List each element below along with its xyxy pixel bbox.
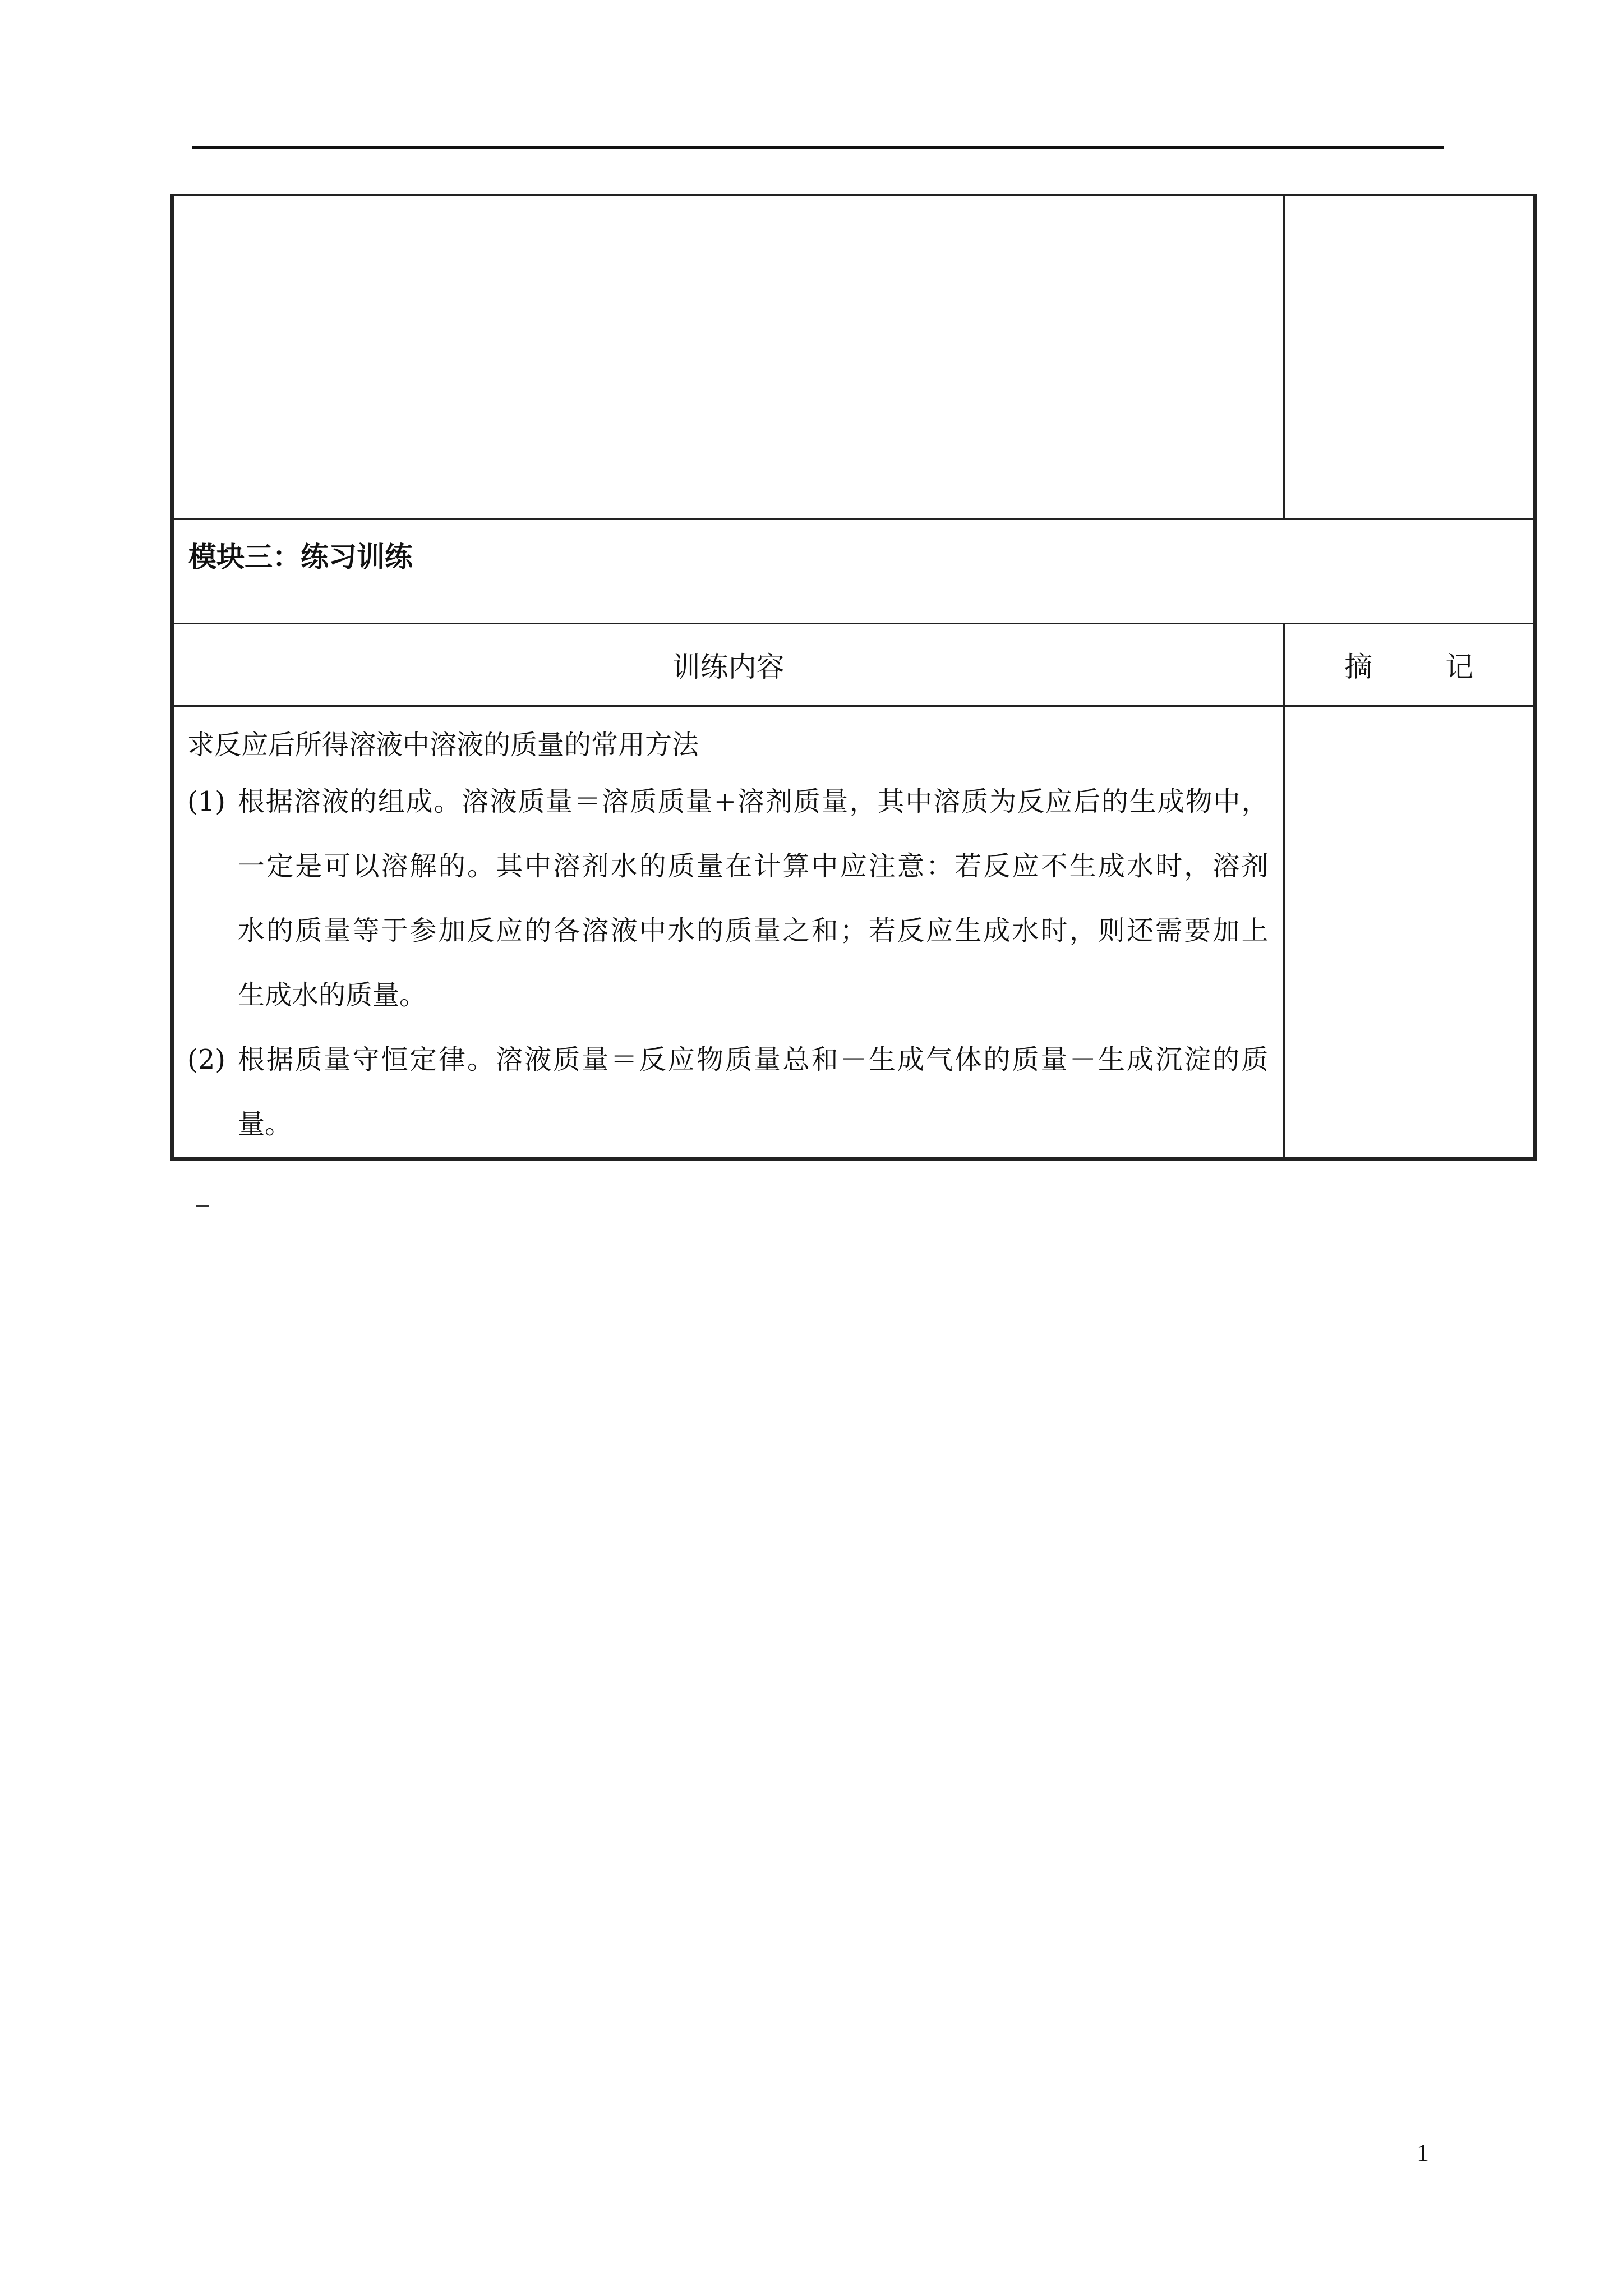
table-header-row xyxy=(172,623,1535,706)
blank-content-cell xyxy=(172,195,1284,519)
content-header-cell xyxy=(172,623,1284,706)
list-item xyxy=(187,770,1269,1028)
item-line: 根据质量守恒定律。溶液质量＝反应物质量总和－生成气体的质量－生成沉淀的质 xyxy=(238,1043,1269,1075)
section-cell xyxy=(172,519,1535,623)
item-number: (1) xyxy=(187,785,225,817)
note-header-label-1: 摘 xyxy=(1344,650,1373,683)
content-header-label: 训练内容 xyxy=(672,650,785,683)
content-row xyxy=(172,706,1535,1158)
worksheet-table xyxy=(170,194,1537,1161)
note-cell xyxy=(1284,706,1535,1158)
note-header-cell xyxy=(1284,623,1535,706)
item-line: 生成水的质量。 xyxy=(238,979,427,1011)
note-header-label-2: 记 xyxy=(1445,650,1474,683)
page-number: 1 xyxy=(1417,2139,1429,2166)
section-row xyxy=(172,519,1535,623)
section-title: 模块三：练习训练 xyxy=(188,540,413,573)
item-number: (2) xyxy=(187,1043,225,1075)
list-item xyxy=(187,1028,1269,1157)
item-line: 水的质量等于参加反应的各溶液中水的质量之和；若反应生成水时，则还需要加上 xyxy=(238,914,1269,946)
item-line: 一定是可以溶解的。其中溶剂水的质量在计算中应注意：若反应不生成水时，溶剂 xyxy=(238,850,1269,882)
footer-dash xyxy=(196,1205,209,1207)
item-line: 根据溶液的组成。溶液质量＝溶质质量+溶剂质量，其中溶质为反应后的生成物中， xyxy=(238,785,1269,817)
content-intro: 求反应后所得溶液中溶液的质量的常用方法 xyxy=(187,729,699,761)
item-line: 量。 xyxy=(238,1108,292,1140)
blank-row xyxy=(172,195,1535,519)
content-cell xyxy=(172,706,1284,1158)
blank-note-cell xyxy=(1284,195,1535,519)
header-rule xyxy=(192,146,1444,149)
